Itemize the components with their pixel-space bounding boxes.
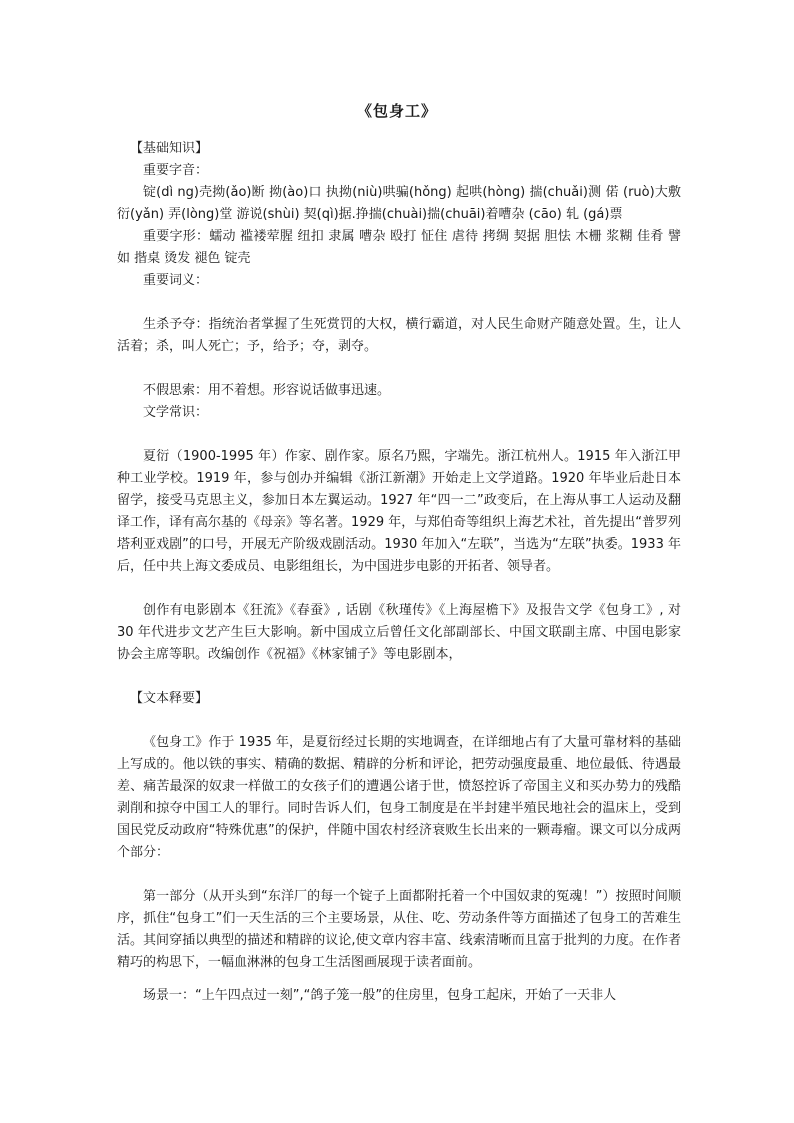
document-body: [117, 138, 681, 1007]
paragraph-11: 《包身工》作于 1935 年，是夏衍经过长期的实地调查，在详细地占有了大量可靠材料的基础上写成的。他以铁的事实、精确的数据、精辟的分析和评论，把劳动强度最重、地位最低、待遇最差、痛苦最深的奴隶一样做工的女孩子们的遭遇公诸于世，愤怒控诉了帝国主义和买办势力的残酷剥削和掠夺中国工人的罪行。同时告诉人们，包身工制度是在半封建半殖民地社会的温床上，受到国民党反动政府“特殊优惠”的保护，伴随中国农村经济衰败生长出来的一颗毒瘤。课文可以分成两个部分：: [117, 735, 681, 860]
document-title: 《包身工》: [356, 102, 437, 120]
paragraph-6: 不假思索：用不着想。形容说话做事迅速。: [143, 383, 391, 398]
paragraph-1: 重要字音：: [143, 163, 209, 178]
paragraph-3: 重要字形：蠕动 褴褛荤腥 纽扣 隶属 嘈杂 殴打 怔住 虐待 拷绸 契据 胆怯 木栅 浆糊 佳肴 譬如 揩桌 烫发 褪色 锭壳: [117, 229, 681, 266]
paragraph-8: 夏衍（1900-1995 年）作家、剧作家。原名乃熙，字端先。浙江杭州人。1915 年入浙江甲种工业学校。1919 年，参与创办并编辑《浙江新潮》开始走上文学道路。1920 年毕业后赴日本留学，接受马克思主义，参加日本左翼运动。1927 年“四一二”政变后，在上海从事工人运动及翻译工作，译有高尔基的《母亲》等名著。1929 年，与郑伯奇等组织上海艺术社，首先提出“普罗列塔利亚戏剧”的口号，开展无产阶级戏剧活动。1930 年加入“左联”，当选为“左联”执委。1933 年后，任中共上海文委成员、电影组组长，为中国进步电影的开拓者、领导者。: [117, 449, 681, 574]
paragraph-13: 场景一：“上午四点过一刻”,“鸽子笼一般”的住房里，包身工起床，开始了一天非人: [143, 988, 617, 1003]
paragraph-12: 第一部分（从开头到“东洋厂的每一个锭子上面都附托着一个中国奴隶的冤魂！”）按照时间顺序，抓住“包身工”们一天生活的三个主要场景，从住、吃、劳动条件等方面描述了包身工的苦难生活。其间穿插以典型的描述和精辟的议论,使文章内容丰富、线索清晰而且富于批判的力度。在作者精巧的构思下，一幅血淋淋的包身工生活图画展现于读者面前。: [117, 889, 681, 970]
paragraph-5: 生杀予夺：指统治者掌握了生死赏罚的大权，横行霸道，对人民生命财产随意处置。生，让人活着；杀，叫人死亡；予，给予；夺，剥夺。: [117, 317, 681, 354]
paragraph-7: 文学常识：: [143, 405, 209, 420]
paragraph-4: 重要词义：: [143, 273, 209, 288]
paragraph-0: 【基础知识】: [130, 141, 209, 156]
paragraph-10: 【文本释要】: [130, 691, 209, 706]
paragraph-9: 创作有电影剧本《狂流》《春蚕》, 话剧《秋瑾传》《上海屋檐下》及报告文学《包身工》, 对 30 年代进步文艺产生巨大影响。新中国成立后曾任文化部副部长、中国文联副主席、中国电影家协会主席等职。改编创作《祝福》《林家铺子》等电影剧本，: [117, 603, 681, 662]
paragraph-2: 锭(dì ng)壳拗(ǎo)断 拗(ào)口 执拗(niù)哄骗(hǒng) 起哄(hòng) 揣(chuǎi)测 偌 (ruò)大敷衍(yǎn) 弄(lòng)堂 游说(shùi) 契(qì)据.挣揣(chuài)揣(chuāi)着嘈杂 (cāo) 轧 (gá)票: [117, 185, 681, 222]
